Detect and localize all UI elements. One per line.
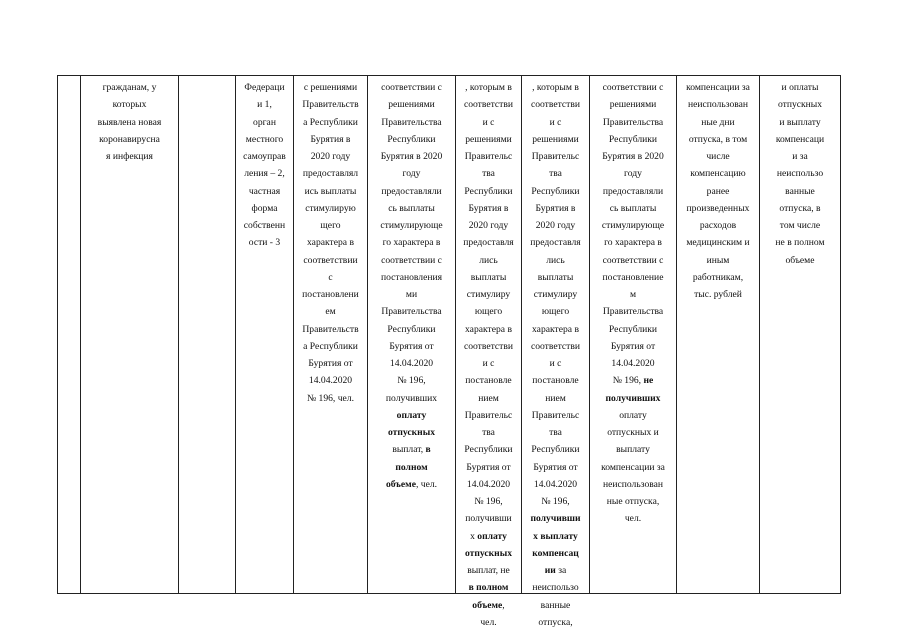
text-run: гражданам, у которых выявлена новая коронавирусна я инфекция: [97, 82, 162, 162]
cell-text: [522, 79, 589, 631]
cell-text: [368, 79, 455, 493]
table-col-compensation-paid: [521, 76, 589, 628]
text-run: соответствии с решениями Правительства Республики Бурятия в 2020 году предоставляли сь выплаты стимулирующе го характера в соответствии с постановления ми Правительства Республики Бурятия от 14.04.2020 № 196, получивших: [380, 82, 443, 404]
cell-text: [236, 79, 293, 252]
text-run: с решениями Правительств а Республики Бурятия в 2020 году предоставлял ись выплаты стимулирую щего характера в соответствии с постановлени ем Правительств а Республики Бурятия от 14.04.2020 № 196, чел.: [302, 82, 359, 404]
cell-text: [81, 79, 178, 165]
bold-text-run: в полном объеме: [385, 444, 431, 490]
text-run: за неиспользо ванные отпуска,: [532, 565, 579, 628]
table-col-stimulus-count: [293, 76, 367, 593]
table-col-vacation-total: [759, 76, 840, 593]
text-run: оплату отпускных и выплату компенсации за неиспользован ные отпуска, чел.: [601, 409, 665, 525]
table-col-vacation-paid-full: [367, 76, 455, 593]
text-run: и оплаты отпускных и выплату компенсаци и за неиспользо ванные отпуска, в том числе не в полном объеме: [775, 82, 825, 266]
bold-text-run: не получивших: [605, 375, 661, 404]
table-col-blank-1: [58, 76, 80, 593]
bold-text-run: получивши х выплату компенсац ии: [530, 513, 581, 576]
text-run: , чел.: [480, 599, 505, 628]
cell-text: [760, 79, 840, 269]
bold-text-run: в полном объеме: [468, 582, 509, 611]
text-run: компенсации за неиспользован ные дни отпуска, в том числе компенсацию ранее произведенных расходов медицинским и иным работникам, тыс. рублей: [686, 82, 750, 300]
cell-text: [294, 79, 367, 407]
text-run: соответствии с решениями Правительства Республики Бурятия в 2020 году предоставляли сь выплаты стимулирующе го характера в соответствии с постановление м Правительства Республики Бурятия от 14.04.2020 № 196,: [601, 82, 665, 387]
data-table: [57, 75, 841, 628]
table-col-vacation-paid-partial: [455, 76, 521, 628]
text-run: , которым в соответстви и с решениями Правительс тва Республики Бурятия в 2020 году предоставля лись выплаты стимулиру ющего характера в соответстви и с постановле нием Правительс тва Республики Бурятия от 14.04.2020 № 196, получивши х: [463, 82, 514, 542]
bold-text-run: оплату отпускных: [387, 409, 435, 438]
cell-text: [677, 79, 759, 303]
text-run: , которым в соответстви и с решениями Правительс тва Республики Бурятия в 2020 году предоставля лись выплаты стимулиру ющего характера в соответстви и с постановле нием Правительс тва Республики Бурятия от 14.04.2020 № 196,: [530, 82, 581, 507]
table-col-compensation-amount: [676, 76, 759, 593]
table-col-blank-2: [178, 76, 235, 593]
text-run: , чел.: [415, 478, 438, 490]
table-col-ownership-form: [235, 76, 293, 593]
cell-text: [590, 79, 676, 528]
cell-text: [456, 79, 521, 631]
text-run: выплат, не: [467, 565, 510, 576]
bold-text-run: оплату отпускных: [464, 530, 512, 559]
text-run: Федераци и 1, орган местного самоуправ ления – 2, частная форма собственн ости - 3: [243, 82, 286, 249]
text-run: выплат,: [392, 444, 424, 456]
table-col-recipients: [80, 76, 178, 593]
table-col-not-received: [589, 76, 676, 593]
